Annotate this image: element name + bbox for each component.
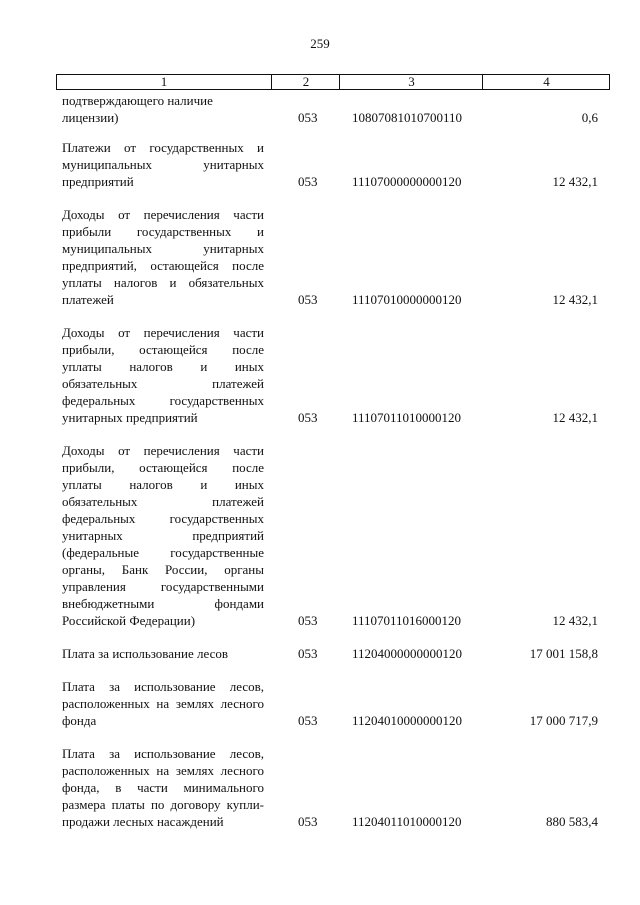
row-admin-code: 053 [298,174,318,189]
row-description: подтверждающего наличие лицензии) [62,93,213,125]
row-admin-code: 053 [298,292,318,307]
table-row [62,678,612,729]
table-row [62,139,612,190]
row-admin-code: 053 [298,613,318,628]
table-row [62,206,612,308]
row-amount: 12 432,1 [552,613,598,628]
column-header-3: 3 [339,75,483,89]
row-description: Доходы от перечисления части прибыли, остающейся после уплаты налогов и иных обязательных платежей федеральных государственных унитарных предприятий [62,325,264,425]
row-amount: 12 432,1 [552,292,598,307]
row-kbk-code: 11107011016000120 [352,613,462,628]
row-kbk-code: 11107000000000120 [352,174,462,189]
page-number: 259 [310,36,330,51]
table-row [62,92,612,126]
row-description: Плата за использование лесов [62,646,228,661]
row-amount: 0,6 [581,110,598,125]
row-description: Платежи от государственных и муниципальных унитарных предприятий [62,140,264,189]
row-kbk-code: 11107010000000120 [352,292,462,307]
column-header-1: 1 [160,74,168,89]
row-amount: 17 000 717,9 [529,713,598,728]
table-row [62,324,612,426]
row-kbk-code: 11107011010000120 [352,410,462,425]
row-description: Плата за использование лесов, расположенных на землях лесного фонда, в части минимального размера платы по договору купли-продажи лесных насаждений [62,746,264,829]
row-kbk-code: 11204011010000120 [352,814,462,829]
row-description: Доходы от перечисления части прибыли, остающейся после уплаты налогов и иных обязательных платежей федеральных государственных унитарных предприятий (федеральные государственные органы, Банк России, органы управления государственными внебюджетными фондами Российской Федерации) [62,443,264,628]
row-kbk-code: 11204010000000120 [352,713,463,728]
row-admin-code: 053 [298,814,318,829]
row-description: Плата за использование лесов, расположенных на землях лесного фонда [62,679,264,728]
row-amount: 12 432,1 [552,410,598,425]
row-admin-code: 053 [298,410,318,425]
row-amount: 17 001 158,8 [529,646,598,661]
column-header-2: 2 [271,75,340,89]
row-admin-code: 053 [298,713,318,728]
table-row [62,645,612,662]
row-kbk-code: 11204000000000120 [352,646,463,661]
row-admin-code: 053 [298,110,318,125]
row-admin-code: 053 [298,646,318,661]
table-row [62,442,612,629]
table-body [62,92,612,846]
row-description: Доходы от перечисления части прибыли государственных и муниципальных унитарных предприятий, остающейся после уплаты налогов и обязательных платежей [62,207,264,307]
row-amount: 12 432,1 [552,174,598,189]
row-amount: 880 583,4 [546,814,598,829]
table-header [56,74,610,90]
column-header-4: 4 [482,75,610,89]
row-kbk-code: 10807081010700110 [352,110,463,125]
table-row [62,745,612,830]
